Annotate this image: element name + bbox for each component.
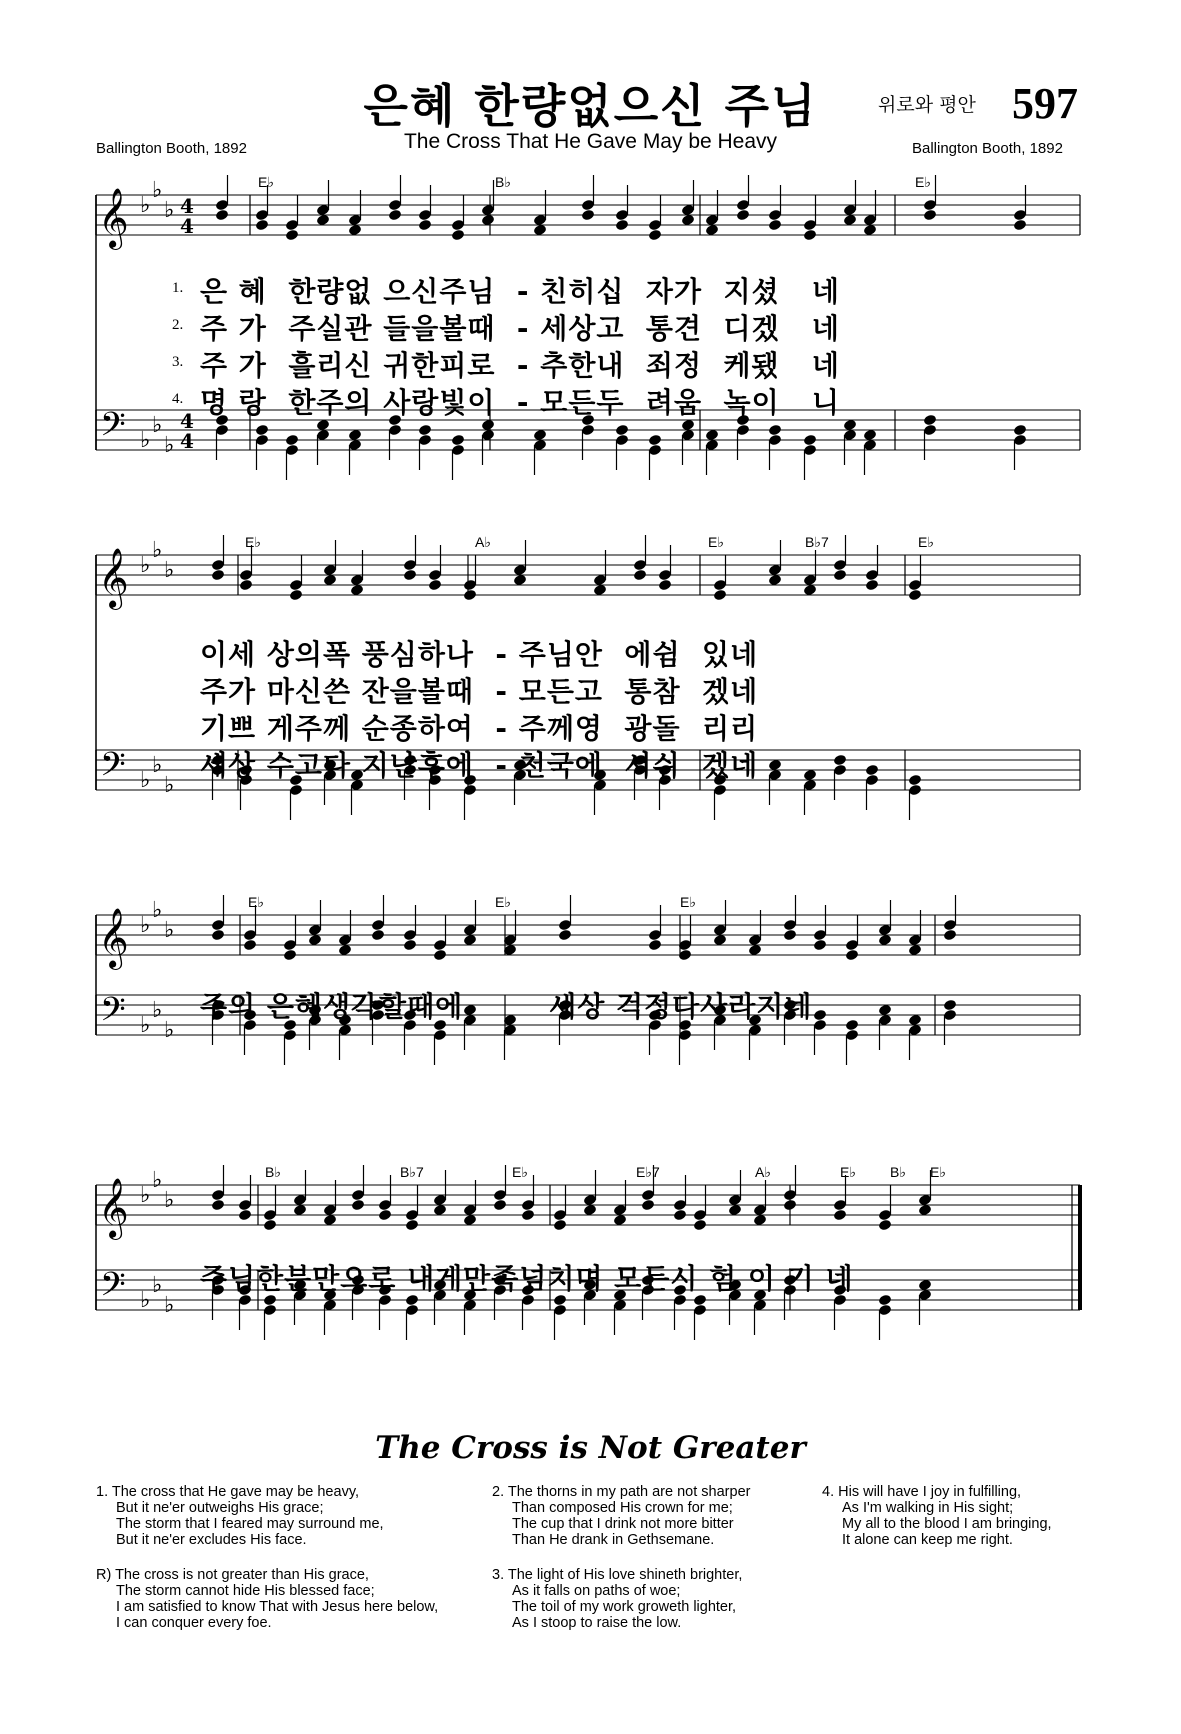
credit-right: Ballington Booth, 1892: [912, 140, 1063, 157]
stanza-line: R) The cross is not greater than His grace,: [96, 1567, 369, 1583]
key-flat-icon: ♭: [140, 1013, 151, 1038]
chord-symbol: E♭: [918, 534, 934, 550]
stanza-line: As I stoop to raise the low.: [512, 1615, 682, 1631]
stanza-line: As it falls on paths of woe;: [512, 1583, 681, 1599]
stanza-line: Than He drank in Gethsemane.: [512, 1532, 715, 1548]
key-flat-icon: ♭: [164, 1018, 175, 1043]
chord-symbol: B♭7: [805, 534, 829, 550]
treble-clef-icon: 𝄞: [98, 188, 129, 248]
time-signature-top: 4: [180, 194, 194, 218]
key-flat-icon: ♭: [152, 898, 163, 923]
chord-symbol: E♭: [258, 174, 274, 190]
time-signature-bottom: 4: [180, 214, 194, 238]
chord-symbol: E♭: [840, 1164, 856, 1180]
stanza-line: As I'm walking in His sight;: [842, 1500, 1014, 1516]
lyric-line: 주 가 주실관 들을볼때 - 세상고 통견 디겠 네: [200, 312, 840, 345]
key-flat-icon: ♭: [140, 768, 151, 793]
english-stanza-3: [492, 1567, 742, 1631]
hymn-subtitle: The Cross That He Gave May be Heavy: [403, 130, 778, 153]
key-flat-icon: ♭: [140, 1288, 151, 1313]
chord-symbol: E♭: [915, 174, 931, 190]
english-title: The Cross is Not Greater: [375, 1430, 806, 1466]
hymn-category: 위로와 평안: [878, 94, 976, 116]
treble-clef-icon: 𝄞: [98, 548, 129, 608]
english-stanza-2: [492, 1484, 750, 1548]
music-system-4: [0, 1155, 1181, 1395]
music-system-2: [0, 525, 1181, 855]
lyric-line: 세상 수고다 지난후에 - 천국에 서쉬 겠네: [200, 749, 759, 782]
stanza-line: 2. The thorns in my path are not sharper: [492, 1484, 751, 1500]
lyric-line: 주가 마신쓴 잔을볼때 - 모든고 통참 겠네: [200, 675, 759, 708]
key-flat-icon: ♭: [152, 998, 163, 1023]
lyric-line: 주 가 흘리신 귀한피로 - 추한내 죄정 케됐 네: [200, 349, 840, 382]
chord-symbol: B♭: [265, 1164, 281, 1180]
key-flat-icon: ♭: [164, 773, 175, 798]
key-flat-icon: ♭: [140, 553, 151, 578]
english-refrain: [96, 1567, 438, 1631]
stanza-line: My all to the blood I am bringing,: [842, 1516, 1052, 1532]
stanza-line: But it ne'er outweighs His grace;: [116, 1500, 324, 1516]
chord-symbol: E♭: [512, 1164, 528, 1180]
chord-symbol: B♭7: [400, 1164, 424, 1180]
english-stanza-4: [822, 1484, 1052, 1548]
music-system-3: [0, 885, 1181, 1125]
english-stanza-1: [96, 1484, 384, 1548]
stanza-line: 4. His will have I joy in fulfilling,: [822, 1484, 1022, 1500]
treble-clef-icon: 𝄞: [98, 1178, 129, 1238]
lyric-line: 이세 상의폭 풍심하나 - 주님안 에쉼 있네: [200, 638, 759, 671]
stanza-line: Than composed His crown for me;: [512, 1500, 733, 1516]
chord-symbol: E♭: [708, 534, 724, 550]
key-flat-icon: ♭: [164, 558, 175, 583]
stanza-line: The cup that I drink not more bitter: [512, 1516, 734, 1532]
time-signature-top: 4: [180, 409, 194, 433]
bass-clef-icon: 𝄢: [100, 1266, 126, 1312]
key-flat-icon: ♭: [140, 428, 151, 453]
verse-number: 3.: [172, 354, 184, 370]
bass-clef-icon: 𝄢: [100, 406, 126, 452]
lyric-line: 기쁘 게주께 순종하여 - 주께영 광돌 리리: [200, 712, 759, 745]
key-flat-icon: ♭: [152, 538, 163, 563]
chord-symbol: E♭7: [636, 1164, 660, 1180]
hymn-number: 597: [1012, 79, 1078, 128]
key-flat-icon: ♭: [152, 753, 163, 778]
chord-symbol: B♭: [495, 174, 511, 190]
chord-symbol: B♭: [890, 1164, 906, 1180]
chord-symbol: E♭: [680, 894, 696, 910]
key-flat-icon: ♭: [152, 178, 163, 203]
key-flat-icon: ♭: [164, 918, 175, 943]
key-flat-icon: ♭: [140, 913, 151, 938]
stanza-line: But it ne'er excludes His face.: [116, 1532, 307, 1548]
stanza-line: The toil of my work groweth lighter,: [512, 1599, 737, 1615]
lyric-line: 명 랑 한주의 사랑빛이 - 모든두 려움 녹이 니: [200, 386, 840, 419]
stanza-line: The storm cannot hide His blessed face;: [116, 1583, 375, 1599]
chord-symbol: E♭: [248, 894, 264, 910]
chord-symbol: E♭: [930, 1164, 946, 1180]
key-flat-icon: ♭: [164, 198, 175, 223]
key-flat-icon: ♭: [152, 1273, 163, 1298]
chord-symbol: A♭: [755, 1164, 771, 1180]
stanza-line: 3. The light of His love shineth brighter,: [492, 1567, 743, 1583]
music-system-1: [0, 165, 1181, 495]
treble-clef-icon: 𝄞: [98, 908, 129, 968]
verse-number: 1.: [172, 280, 184, 296]
stanza-line: It alone can keep me right.: [842, 1532, 1013, 1548]
verse-number: 2.: [172, 317, 184, 333]
key-flat-icon: ♭: [164, 1293, 175, 1318]
key-flat-icon: ♭: [164, 1188, 175, 1213]
chord-symbol: E♭: [495, 894, 511, 910]
key-flat-icon: ♭: [152, 1168, 163, 1193]
chord-symbol: A♭: [475, 534, 491, 550]
stanza-line: I am satisfied to know That with Jesus here below,: [116, 1599, 439, 1615]
lyric-line: 은 혜 한량없 으신주님 - 친히십 자가 지셨 네: [200, 275, 840, 308]
key-flat-icon: ♭: [164, 433, 175, 458]
verse-number: 4.: [172, 391, 184, 407]
chord-symbol: E♭: [245, 534, 261, 550]
stanza-line: I can conquer every foe.: [116, 1615, 272, 1631]
stanza-line: The storm that I feared may surround me,: [116, 1516, 384, 1532]
bass-clef-icon: 𝄢: [100, 991, 126, 1037]
credit-left: Ballington Booth, 1892: [96, 140, 247, 157]
stanza-line: 1. The cross that He gave may be heavy,: [96, 1484, 360, 1500]
key-flat-icon: ♭: [152, 413, 163, 438]
key-flat-icon: ♭: [140, 193, 151, 218]
lyric-line: 주의 은혜생각할때에 세상 걱정다사라지네: [200, 990, 813, 1023]
key-flat-icon: ♭: [140, 1183, 151, 1208]
lyric-line: 주님한분만으로 내게만족넘치며 모든시 험 이 기 네: [200, 1262, 854, 1295]
hymn-title: 은혜 한량없으신 주님: [363, 79, 818, 133]
bass-clef-icon: 𝄢: [100, 746, 126, 792]
time-signature-bottom: 4: [180, 429, 194, 453]
